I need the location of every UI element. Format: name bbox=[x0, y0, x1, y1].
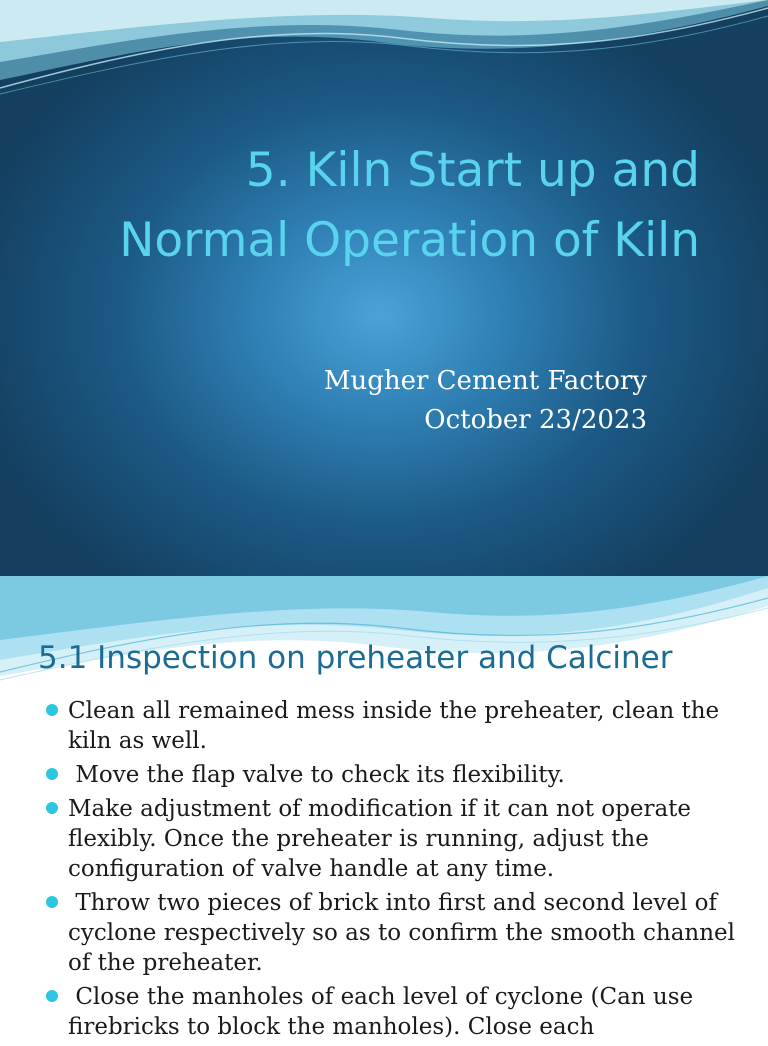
bullet-list bbox=[46, 696, 746, 1046]
bullet-item bbox=[46, 794, 746, 884]
bullet-item bbox=[46, 760, 746, 790]
bullet-icon bbox=[46, 704, 58, 716]
bullet-text: Close the manholes of each level of cyclone (Can use firebricks to block the manholes). Close each bbox=[68, 984, 701, 1040]
content-slide bbox=[0, 576, 768, 1040]
bullet-item bbox=[46, 982, 746, 1042]
bullet-icon bbox=[46, 768, 58, 780]
bullet-text: Throw two pieces of brick into first and second level of cyclone respectively so as to confirm the smooth channel of the preheater. bbox=[68, 890, 743, 976]
bullet-icon bbox=[46, 896, 58, 908]
bullet-text: Move the flap valve to check its flexibility. bbox=[68, 762, 565, 788]
bullet-icon bbox=[46, 802, 58, 814]
wave-decoration bbox=[0, 0, 768, 95]
organization-name: Mugher Cement Factory bbox=[323, 366, 647, 396]
bullet-icon bbox=[46, 990, 58, 1002]
slide-title bbox=[40, 136, 700, 276]
slide-subtitle bbox=[127, 362, 647, 440]
title-line: Normal Operation of Kiln bbox=[119, 213, 700, 268]
title-line: 5. Kiln Start up and bbox=[245, 143, 700, 198]
presentation-date: October 23/2023 bbox=[424, 405, 647, 435]
bullet-item bbox=[46, 696, 746, 756]
bullet-item bbox=[46, 888, 746, 978]
bullet-text: Make adjustment of modification if it can not operate flexibly. Once the preheater is running, adjust the configuration of valve handle at any time. bbox=[68, 796, 692, 882]
bullet-text: Clean all remained mess inside the preheater, clean the kiln as well. bbox=[68, 698, 720, 754]
slide-heading: 5.1 Inspection on preheater and Calciner bbox=[38, 640, 673, 676]
